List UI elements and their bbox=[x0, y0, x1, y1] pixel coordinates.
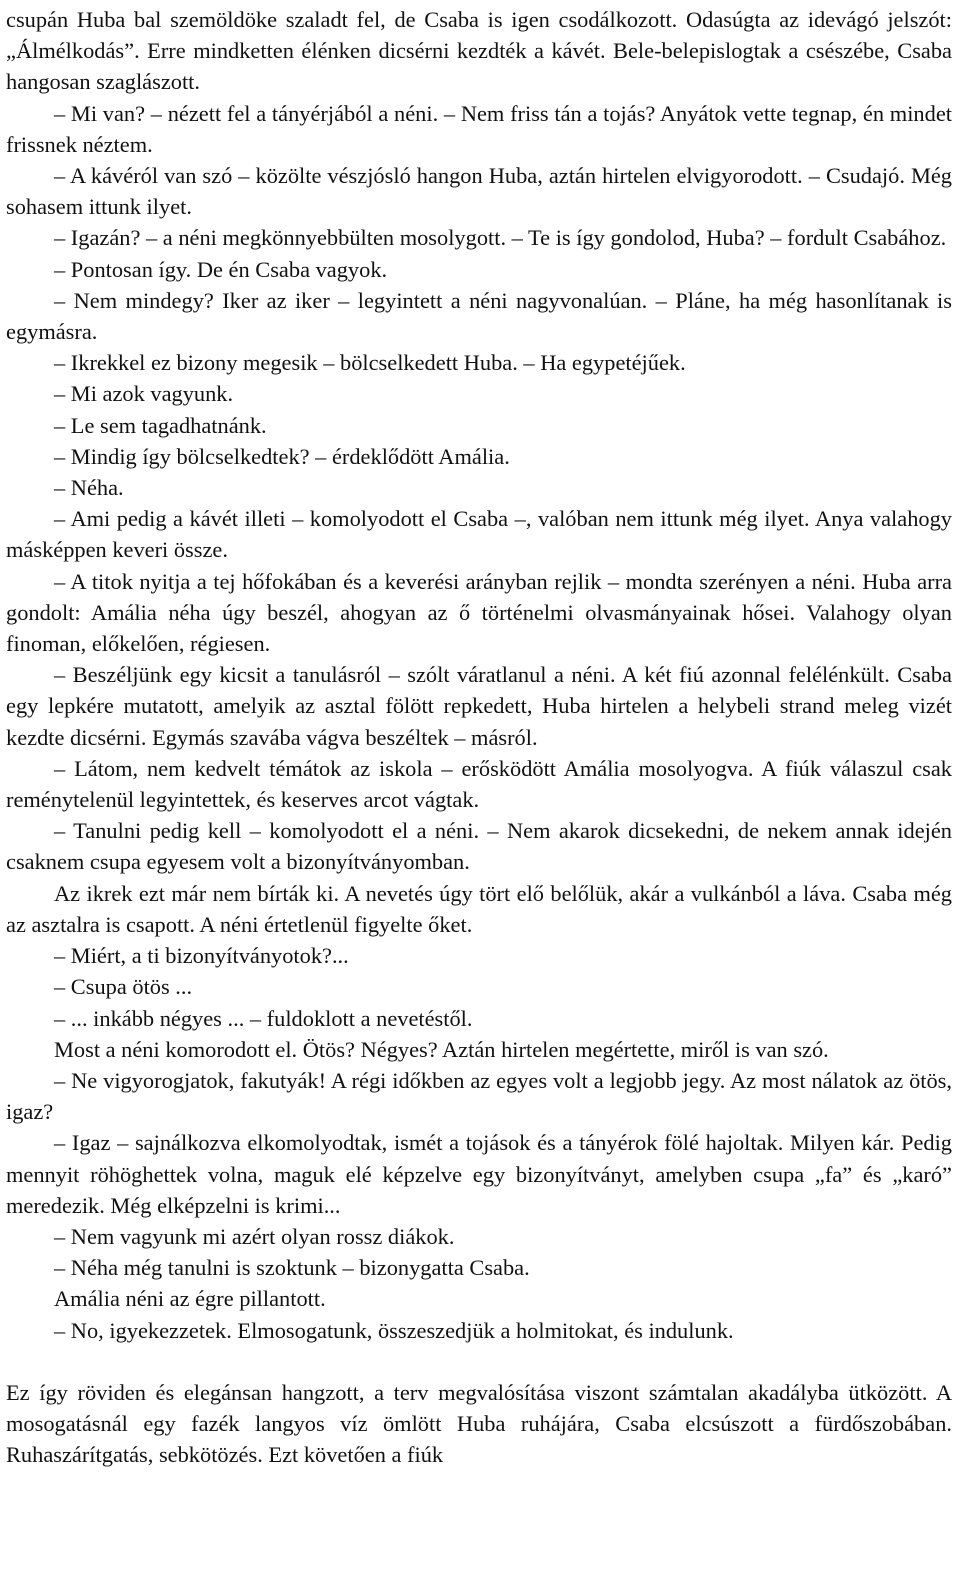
narrative-paragraph: Az ikrek ezt már nem bírták ki. A nevetés úgy tört elő belőlük, akár a vulkánból a láva. Csaba még az asztalra is csapott. A néni értetlenül figyelte őket. bbox=[6, 880, 952, 937]
dialogue-paragraph: – Ne vigyorogjatok, fakutyák! A régi időkben az egyes volt a legjobb jegy. Az most nálatok az ötös, igaz? bbox=[6, 1067, 952, 1125]
dialogue-paragraph: – Igaz – sajnálkozva elkomolyodtak, ismét a tojások és a tányérok fölé hajoltak. Milyen kár. Pedig mennyit röhöghettek volna, maguk elé képzelve egy bizonyítványt, amelyben csupa „fa” és „karó” meredezik. Még elképzelni is krimi... bbox=[6, 1130, 952, 1218]
dialogue-paragraph: – Néha. bbox=[54, 475, 124, 501]
dialogue-paragraph: – Igazán? – a néni megkönnyebbülten mosolygott. – Te is így gondolod, Huba? – fordult Csabához. bbox=[54, 225, 947, 251]
dialogue-paragraph: – Beszéljünk egy kicsit a tanulásról – szólt váratlanul a néni. A két fiú azonnal felélénkült. Csaba egy lepkére mutatott, amelyik az asztal fölött repkedett, Huba hirtelen a helybeli strand meleg vizét kezdte dicsérni. Egymás szavába vágva beszéltek – másról. bbox=[6, 662, 952, 750]
narrative-paragraph: Amália néni az égre pillantott. bbox=[54, 1286, 326, 1312]
narrative-paragraph: Ez így röviden és elegánsan hangzott, a terv megvalósítása viszont számtalan akadályba ütközött. A mosogatásnál egy fazék langyos víz ömlött Huba ruhájára, Csaba elcsúszott a fürdőszobában. Ruhaszárítgatás, sebkötözés. Ezt követően a fiúk bbox=[6, 1379, 952, 1468]
dialogue-paragraph: – No, igyekezzetek. Elmosogatunk, összeszedjük a holmitokat, és indulunk. bbox=[54, 1317, 734, 1343]
dialogue-paragraph: – A kávéról van szó – közölte vészjósló hangon Huba, aztán hirtelen elvigyorodott. – Csudajó. Még sohasem ittunk ilyet. bbox=[6, 163, 952, 220]
paragraph-continued: csupán Huba bal szemöldöke szaladt fel, de Csaba is igen csodálkozott. Odasúgta az idevágó jelszót: „Álmélkodás”. Erre mindketten élénken dicsérni kezdték a kávét. Bele-belepislogtak a csészébe, Csaba hangosan szaglászott. bbox=[6, 7, 952, 95]
dialogue-paragraph: – Mi van? – nézett fel a tányérjából a néni. – Nem friss tán a tojás? Anyátok vette tegnap, én mindet frissnek néztem. bbox=[6, 100, 952, 157]
dialogue-paragraph: – Le sem tagadhatnánk. bbox=[54, 412, 267, 438]
dialogue-paragraph: – Nem vagyunk mi azért olyan rossz diákok. bbox=[54, 1223, 455, 1249]
dialogue-paragraph: – Tanulni pedig kell – komolyodott el a néni. – Nem akarok dicsekedni, de nekem annak idején csaknem csupa egyesem volt a bizonyítványomban. bbox=[6, 818, 952, 875]
narrative-paragraph: Most a néni komorodott el. Ötös? Négyes? Aztán hirtelen megértette, miről is van szó. bbox=[54, 1036, 829, 1062]
dialogue-paragraph: – Ikrekkel ez bizony megesik – bölcselkedett Huba. – Ha egypetéjűek. bbox=[54, 350, 686, 376]
dialogue-paragraph: – ... inkább négyes ... – fuldoklott a nevetéstől. bbox=[54, 1005, 473, 1031]
dialogue-paragraph: – Csupa ötös ... bbox=[54, 974, 193, 1000]
dialogue-paragraph: – Miért, a ti bizonyítványotok?... bbox=[54, 943, 349, 969]
dialogue-paragraph: – A titok nyitja a tej hőfokában és a keverési arányban rejlik – mondta szerényen a néni. Huba arra gondolt: Amália néha úgy beszél, ahogyan az ő történelmi olvasmányainak hősei. Valahogy olyan finoman, előkelően, régiesen. bbox=[6, 568, 952, 657]
dialogue-paragraph: – Látom, nem kedvelt témátok az iskola – erősködött Amália mosolyogva. A fiúk válaszul csak reménytelenül legyintettek, és keserves arcot vágtak. bbox=[6, 755, 952, 813]
dialogue-paragraph: – Nem mindegy? Iker az iker – legyintett a néni nagyvonalúan. – Pláne, ha még hasonlítanak is egymásra. bbox=[6, 287, 952, 345]
dialogue-paragraph: – Mi azok vagyunk. bbox=[54, 381, 234, 407]
dialogue-paragraph: – Néha még tanulni is szoktunk – bizonygatta Csaba. bbox=[54, 1255, 530, 1281]
dialogue-paragraph: – Mindig így bölcselkedtek? – érdeklődött Amália. bbox=[54, 443, 510, 469]
dialogue-paragraph: – Ami pedig a kávét illeti – komolyodott el Csaba –, valóban nem ittunk még ilyet. Anya valahogy másképpen keveri össze. bbox=[6, 506, 952, 563]
document-page bbox=[6, 4, 952, 1470]
dialogue-paragraph: – Pontosan így. De én Csaba vagyok. bbox=[54, 256, 388, 282]
